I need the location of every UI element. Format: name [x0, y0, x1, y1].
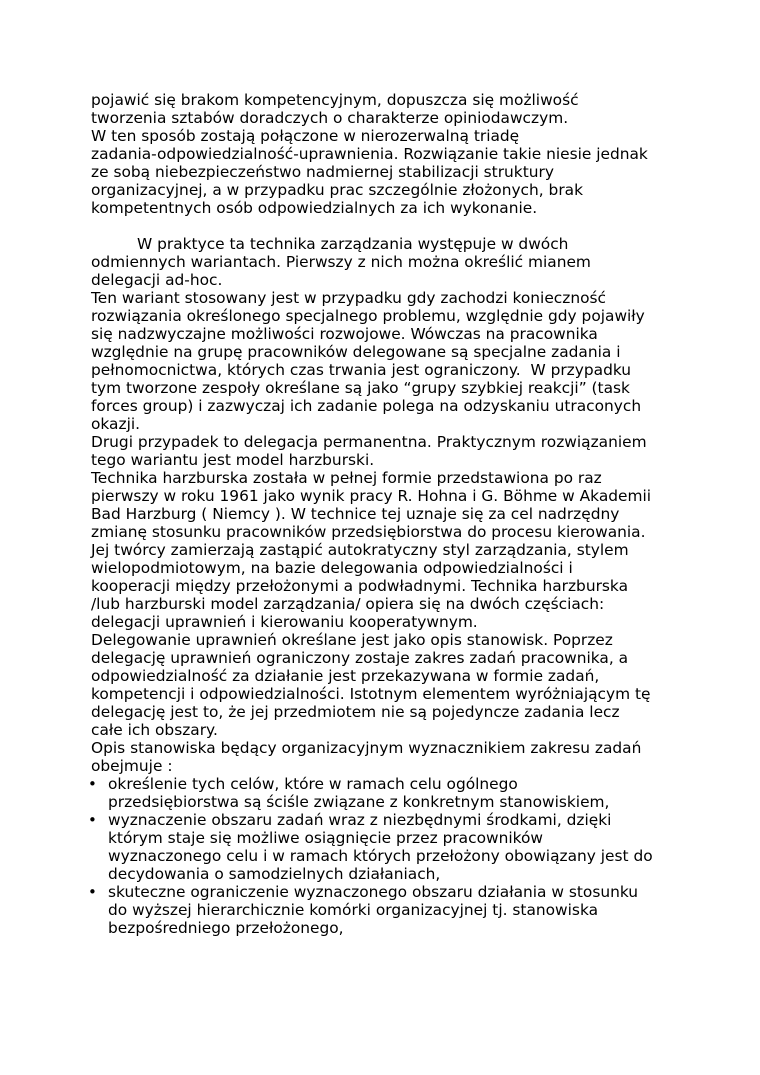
text-line: pierwszy w roku 1961 jako wynik pracy R. Hohna i G. Böhme w Akademii — [91, 487, 652, 505]
text-line: W ten sposób zostają połączone w nierozerwalną triadę — [91, 127, 520, 145]
text-line: odpowiedzialność za działanie jest przekazywana w formie zadań, — [91, 667, 600, 685]
text-line: forces group) i zazwyczaj ich zadanie polega na odzyskaniu utraconych — [91, 397, 642, 415]
bullet-text-line: wyznaczenie obszaru zadań wraz z niezbędnymi środkami, dzięki — [108, 811, 612, 829]
text-line: zmianę stosunku pracowników przedsiębiorstwa do procesu kierowania. — [91, 523, 646, 541]
text-line: Technika harzburska została w pełnej formie przedstawiona po raz — [91, 469, 602, 487]
text-line: wielopodmiotowym, na bazie delegowania odpowiedzialności i — [91, 559, 573, 577]
text-line: całe ich obszary. — [91, 721, 218, 739]
text-line: okazji. — [91, 415, 141, 433]
text-line: Bad Harzburg ( Niemcy ). W technice tej uznaje się za cel nadrzędny — [91, 505, 620, 523]
text-line: /lub harzburski model zarządzania/ opiera się na dwóch częściach: — [91, 595, 605, 613]
text-line: Drugi przypadek to delegacja permanentna. Praktycznym rozwiązaniem — [91, 433, 647, 451]
bullet-text-line: którym staje się możliwe osiągnięcie przez pracowników — [108, 829, 543, 847]
text-line: obejmuje : — [91, 757, 173, 775]
bullet-icon: • — [88, 775, 97, 793]
text-line: tego wariantu jest model harzburski. — [91, 451, 375, 469]
text-line: delegację uprawnień ograniczony zostaje zakres zadań pracownika, a — [91, 649, 629, 667]
text-line: odmiennych wariantach. Pierwszy z nich można określić mianem — [91, 253, 591, 271]
bullet-icon: • — [88, 883, 97, 901]
text-line: pojawić się brakom kompetencyjnym, dopuszcza się możliwość — [91, 91, 579, 109]
text-line: Opis stanowiska będący organizacyjnym wyznacznikiem zakresu zadań — [91, 739, 642, 757]
bullet-text-line: do wyższej hierarchicznie komórki organizacyjnej tj. stanowiska — [108, 901, 599, 919]
text-line: organizacyjnej, a w przypadku prac szczególnie złożonych, brak — [91, 181, 583, 199]
text-line: się nadzwyczajne możliwości rozwojowe. Wówczas na pracownika — [91, 325, 598, 343]
text-line: W praktyce ta technika zarządzania występuje w dwóch — [137, 235, 569, 253]
text-line: zadania-odpowiedzialność-uprawnienia. Rozwiązanie takie niesie jednak — [91, 145, 648, 163]
text-line: delegacji ad-hoc. — [91, 271, 223, 289]
text-line: delegacji uprawnień i kierowaniu kooperatywnym. — [91, 613, 478, 631]
bullet-text-line: określenie tych celów, które w ramach celu ogólnego — [108, 775, 518, 793]
text-line: względnie na grupę pracowników delegowane są specjalne zadania i — [91, 343, 621, 361]
text-line: Ten wariant stosowany jest w przypadku gdy zachodzi konieczność — [91, 289, 606, 307]
text-line: kompetencji i odpowiedzialności. Istotnym elementem wyróżniającym tę — [91, 685, 651, 703]
text-line: kooperacji między przełożonymi a podwładnymi. Technika harzburska — [91, 577, 628, 595]
bullet-text-line: skuteczne ograniczenie wyznaczonego obszaru działania w stosunku — [108, 883, 639, 901]
text-line: ze sobą niebezpieczeństwo nadmiernej stabilizacji struktury — [91, 163, 554, 181]
text-line: Delegowanie uprawnień określane jest jako opis stanowisk. Poprzez — [91, 631, 613, 649]
bullet-text-line: wyznaczonego celu i w ramach których przełożony obowiązany jest do — [108, 847, 653, 865]
text-line: tym tworzone zespoły określane są jako “grupy szybkiej reakcji” (task — [91, 379, 630, 397]
text-line: kompetentnych osób odpowiedzialnych za ich wykonanie. — [91, 199, 538, 217]
bullet-text-line: przedsiębiorstwa są ściśle związane z konkretnym stanowiskiem, — [108, 793, 610, 811]
text-line: delegację jest to, że jej przedmiotem nie są pojedyncze zadania lecz — [91, 703, 620, 721]
bullet-icon: • — [88, 811, 97, 829]
text-line: pełnomocnictwa, których czas trwania jest ograniczony. W przypadku — [91, 361, 632, 379]
text-line: rozwiązania określonego specjalnego problemu, względnie gdy pojawiły — [91, 307, 645, 325]
text-line: Jej twórcy zamierzają zastąpić autokratyczny styl zarządzania, stylem — [91, 541, 629, 559]
bullet-text-line: decydowania o samodzielnych działaniach, — [108, 865, 441, 883]
text-line: tworzenia sztabów doradczych o charakterze opiniodawczym. — [91, 109, 569, 127]
bullet-text-line: bezpośredniego przełożonego, — [108, 919, 344, 937]
